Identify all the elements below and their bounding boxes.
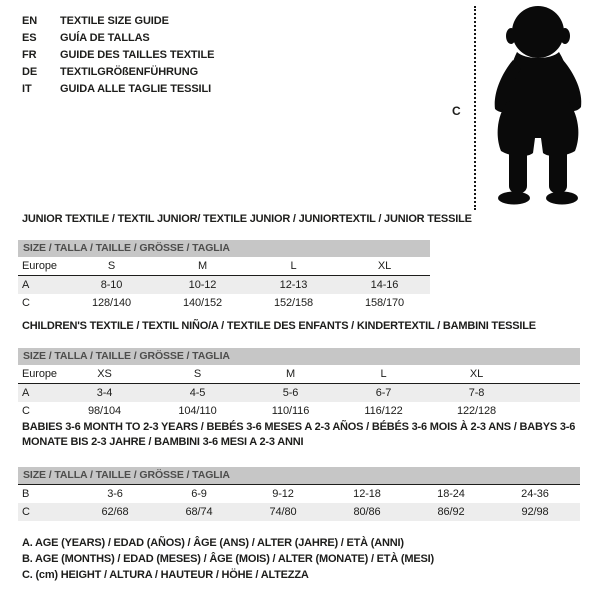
cell-value: 80/86 bbox=[353, 506, 381, 518]
language-row bbox=[22, 46, 214, 63]
legend-line-age-months: B. AGE (MONTHS) / EDAD (MESES) / ÂGE (MOIS) / ALTER (MONATE) / ETÀ (MESI) bbox=[22, 553, 434, 565]
language-title: TEXTILGRÖßENFÜHRUNG bbox=[60, 65, 199, 78]
section-title-babies: BABIES 3-6 MONTH TO 2-3 YEARS / BEBÉS 3-6 MESES A 2-3 AÑOS / BÉBÉS 3-6 MOIS À 2-3 ANS / BABYS 3-6 MONATE BIS 2-3 JAHRE / BAMBINI 3-6 MESI A 2-3 ANNI bbox=[22, 421, 576, 448]
size-col-header: L bbox=[290, 260, 297, 272]
cell-value: 8-10 bbox=[100, 279, 123, 291]
cell-value: 122/128 bbox=[456, 405, 497, 417]
table-row-height bbox=[18, 402, 580, 420]
cell-value: 140/152 bbox=[182, 297, 223, 309]
cell-value: 3-6 bbox=[107, 488, 123, 500]
language-code: FR bbox=[22, 48, 37, 61]
language-title: GUÍA DE TALLAS bbox=[60, 31, 150, 44]
language-title: TEXTILE SIZE GUIDE bbox=[60, 14, 169, 27]
row-label: C bbox=[22, 405, 30, 417]
language-code: ES bbox=[22, 31, 37, 44]
cell-value: 10-12 bbox=[188, 279, 217, 291]
table-row-age bbox=[18, 384, 580, 402]
size-col-header: M bbox=[197, 260, 208, 272]
language-row bbox=[22, 12, 214, 29]
language-title-list bbox=[22, 12, 214, 97]
cell-value: 18-24 bbox=[437, 488, 465, 500]
cell-value: 12-13 bbox=[279, 279, 308, 291]
language-row bbox=[22, 63, 214, 80]
section-title-children: CHILDREN'S TEXTILE / TEXTIL NIÑO/A / TEXTILE DES ENFANTS / KINDERTEXTIL / BAMBINI TESSILE bbox=[22, 320, 536, 332]
size-header-bar: SIZE / TALLA / TAILLE / GRÖSSE / TAGLIA bbox=[18, 348, 580, 365]
cell-value: 152/158 bbox=[273, 297, 314, 309]
size-col-header: XS bbox=[97, 368, 112, 380]
cell-value: 6-7 bbox=[375, 387, 392, 399]
row-label: C bbox=[22, 297, 30, 309]
size-col-header: M bbox=[285, 368, 296, 380]
cell-value: 12-18 bbox=[353, 488, 381, 500]
table-row-height bbox=[18, 503, 580, 521]
cell-value: 7-8 bbox=[468, 387, 485, 399]
cell-value: 128/140 bbox=[91, 297, 132, 309]
size-col-header: XL bbox=[469, 368, 484, 380]
size-header-bar: SIZE / TALLA / TAILLE / GRÖSSE / TAGLIA bbox=[18, 240, 430, 257]
size-col-header: XL bbox=[377, 260, 392, 272]
table-row-age bbox=[18, 276, 430, 294]
language-title: GUIDE DES TAILLES TEXTILE bbox=[60, 48, 215, 61]
legend-line-height: C. (cm) HEIGHT / ALTURA / HAUTEUR / HÖHE / ALTEZZA bbox=[22, 569, 309, 581]
row-label: C bbox=[22, 506, 30, 518]
cell-value: 158/170 bbox=[364, 297, 405, 309]
size-col-header: S bbox=[193, 368, 202, 380]
language-row bbox=[22, 29, 214, 46]
cell-value: 3-4 bbox=[96, 387, 113, 399]
size-col-header: S bbox=[107, 260, 116, 272]
children-size-table bbox=[18, 348, 580, 420]
language-code: EN bbox=[22, 14, 38, 27]
junior-size-table bbox=[18, 240, 430, 312]
language-title: GUIDA ALLE TAGLIE TESSILI bbox=[60, 82, 212, 95]
row-label: A bbox=[22, 279, 30, 291]
row-label: B bbox=[22, 488, 30, 500]
cell-value: 9-12 bbox=[272, 488, 294, 500]
section-title-junior: JUNIOR TEXTILE / TEXTIL JUNIOR/ TEXTILE JUNIOR / JUNIORTEXTIL / JUNIOR TESSILE bbox=[22, 213, 472, 225]
height-dotted-line bbox=[474, 6, 476, 210]
cell-value: 4-5 bbox=[189, 387, 206, 399]
cell-value: 68/74 bbox=[185, 506, 213, 518]
language-code: IT bbox=[22, 82, 32, 95]
cell-value: 74/80 bbox=[269, 506, 297, 518]
table-row-age-months bbox=[18, 485, 580, 503]
language-row bbox=[22, 80, 214, 97]
cell-value: 92/98 bbox=[521, 506, 549, 518]
cell-value: 116/122 bbox=[364, 405, 403, 417]
table-row-height bbox=[18, 294, 430, 312]
row-label: A bbox=[22, 387, 30, 399]
cell-value: 104/110 bbox=[178, 405, 217, 417]
legend bbox=[22, 535, 434, 583]
cell-value: 6-9 bbox=[191, 488, 207, 500]
language-code: DE bbox=[22, 65, 38, 78]
size-col-header: L bbox=[380, 368, 387, 380]
size-columns-row bbox=[18, 257, 430, 276]
region-label: Europe bbox=[22, 260, 57, 272]
cell-value: 110/116 bbox=[271, 405, 310, 417]
cell-value: 86/92 bbox=[437, 506, 465, 518]
legend-line-age-years: A. AGE (YEARS) / EDAD (AÑOS) / ÂGE (ANS) / ALTER (JAHRE) / ETÀ (ANNI) bbox=[22, 537, 404, 549]
cell-value: 14-16 bbox=[370, 279, 399, 291]
cell-value: 98/104 bbox=[87, 405, 122, 417]
baby-silhouette-icon bbox=[481, 2, 595, 212]
size-columns-row bbox=[18, 365, 580, 384]
cell-value: 24-36 bbox=[521, 488, 549, 500]
cell-value: 62/68 bbox=[101, 506, 129, 518]
cell-value: 5-6 bbox=[282, 387, 299, 399]
region-label: Europe bbox=[22, 368, 57, 380]
babies-size-table bbox=[18, 467, 580, 521]
size-header-bar: SIZE / TALLA / TAILLE / GRÖSSE / TAGLIA bbox=[18, 467, 580, 485]
height-measure-label: C bbox=[452, 104, 461, 118]
